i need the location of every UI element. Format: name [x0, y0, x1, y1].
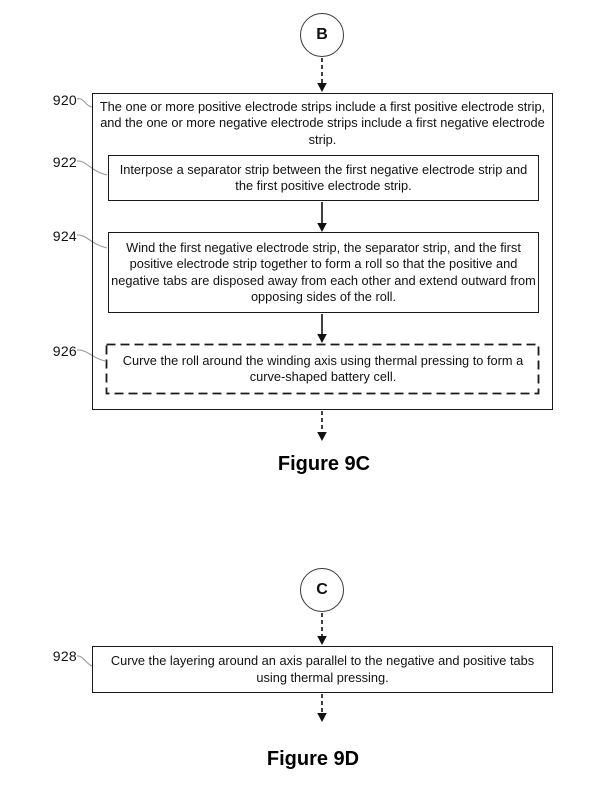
box-928-text: Curve the layering around an axis parallel to the negative and positive tabs using thermal pressing. — [110, 653, 535, 685]
connector-circle-c — [300, 568, 344, 612]
box-926-text: Curve the roll around the winding axis using thermal pressing to form a curve-shaped battery cell. — [122, 352, 524, 384]
figure-9d-caption: Figure 9D — [266, 748, 360, 770]
figure-9c-caption: Figure 9C — [277, 453, 371, 475]
leader-920 — [77, 99, 92, 107]
box-926 — [106, 344, 540, 394]
box-928 — [92, 646, 553, 693]
ref-label-926: 926 — [52, 343, 77, 359]
box-922 — [108, 155, 539, 201]
ref-label-920: 920 — [52, 92, 77, 108]
connector-c-label: C — [316, 581, 328, 598]
box-924 — [108, 232, 539, 313]
arrow-928-exit-head — [317, 713, 327, 722]
leader-928 — [77, 656, 92, 666]
ref-label-922: 922 — [52, 154, 77, 170]
box-920-text: The one or more positive electrode strips include a first positive electrode strip, and the one or more negative electrode strips include a first negative electrode strip. — [99, 99, 546, 147]
ref-label-924: 924 — [52, 228, 77, 244]
arrow-920-exit-head — [317, 432, 327, 441]
box-922-text: Interpose a separator strip between the first negative electrode strip and the first positive electrode strip. — [119, 161, 528, 193]
connector-b-label: B — [316, 26, 328, 43]
box-924-text: Wind the first negative electrode strip, the separator strip, and the first positive electrode strip together to form a roll so that the positive and negative tabs are disposed away from each other and extend outward from opposing sides of the roll. — [111, 240, 536, 304]
ref-label-928: 928 — [52, 648, 77, 664]
arrow-c-to-928-head — [317, 636, 327, 645]
connector-circle-b — [300, 13, 344, 57]
arrow-b-to-920-head — [317, 83, 327, 92]
